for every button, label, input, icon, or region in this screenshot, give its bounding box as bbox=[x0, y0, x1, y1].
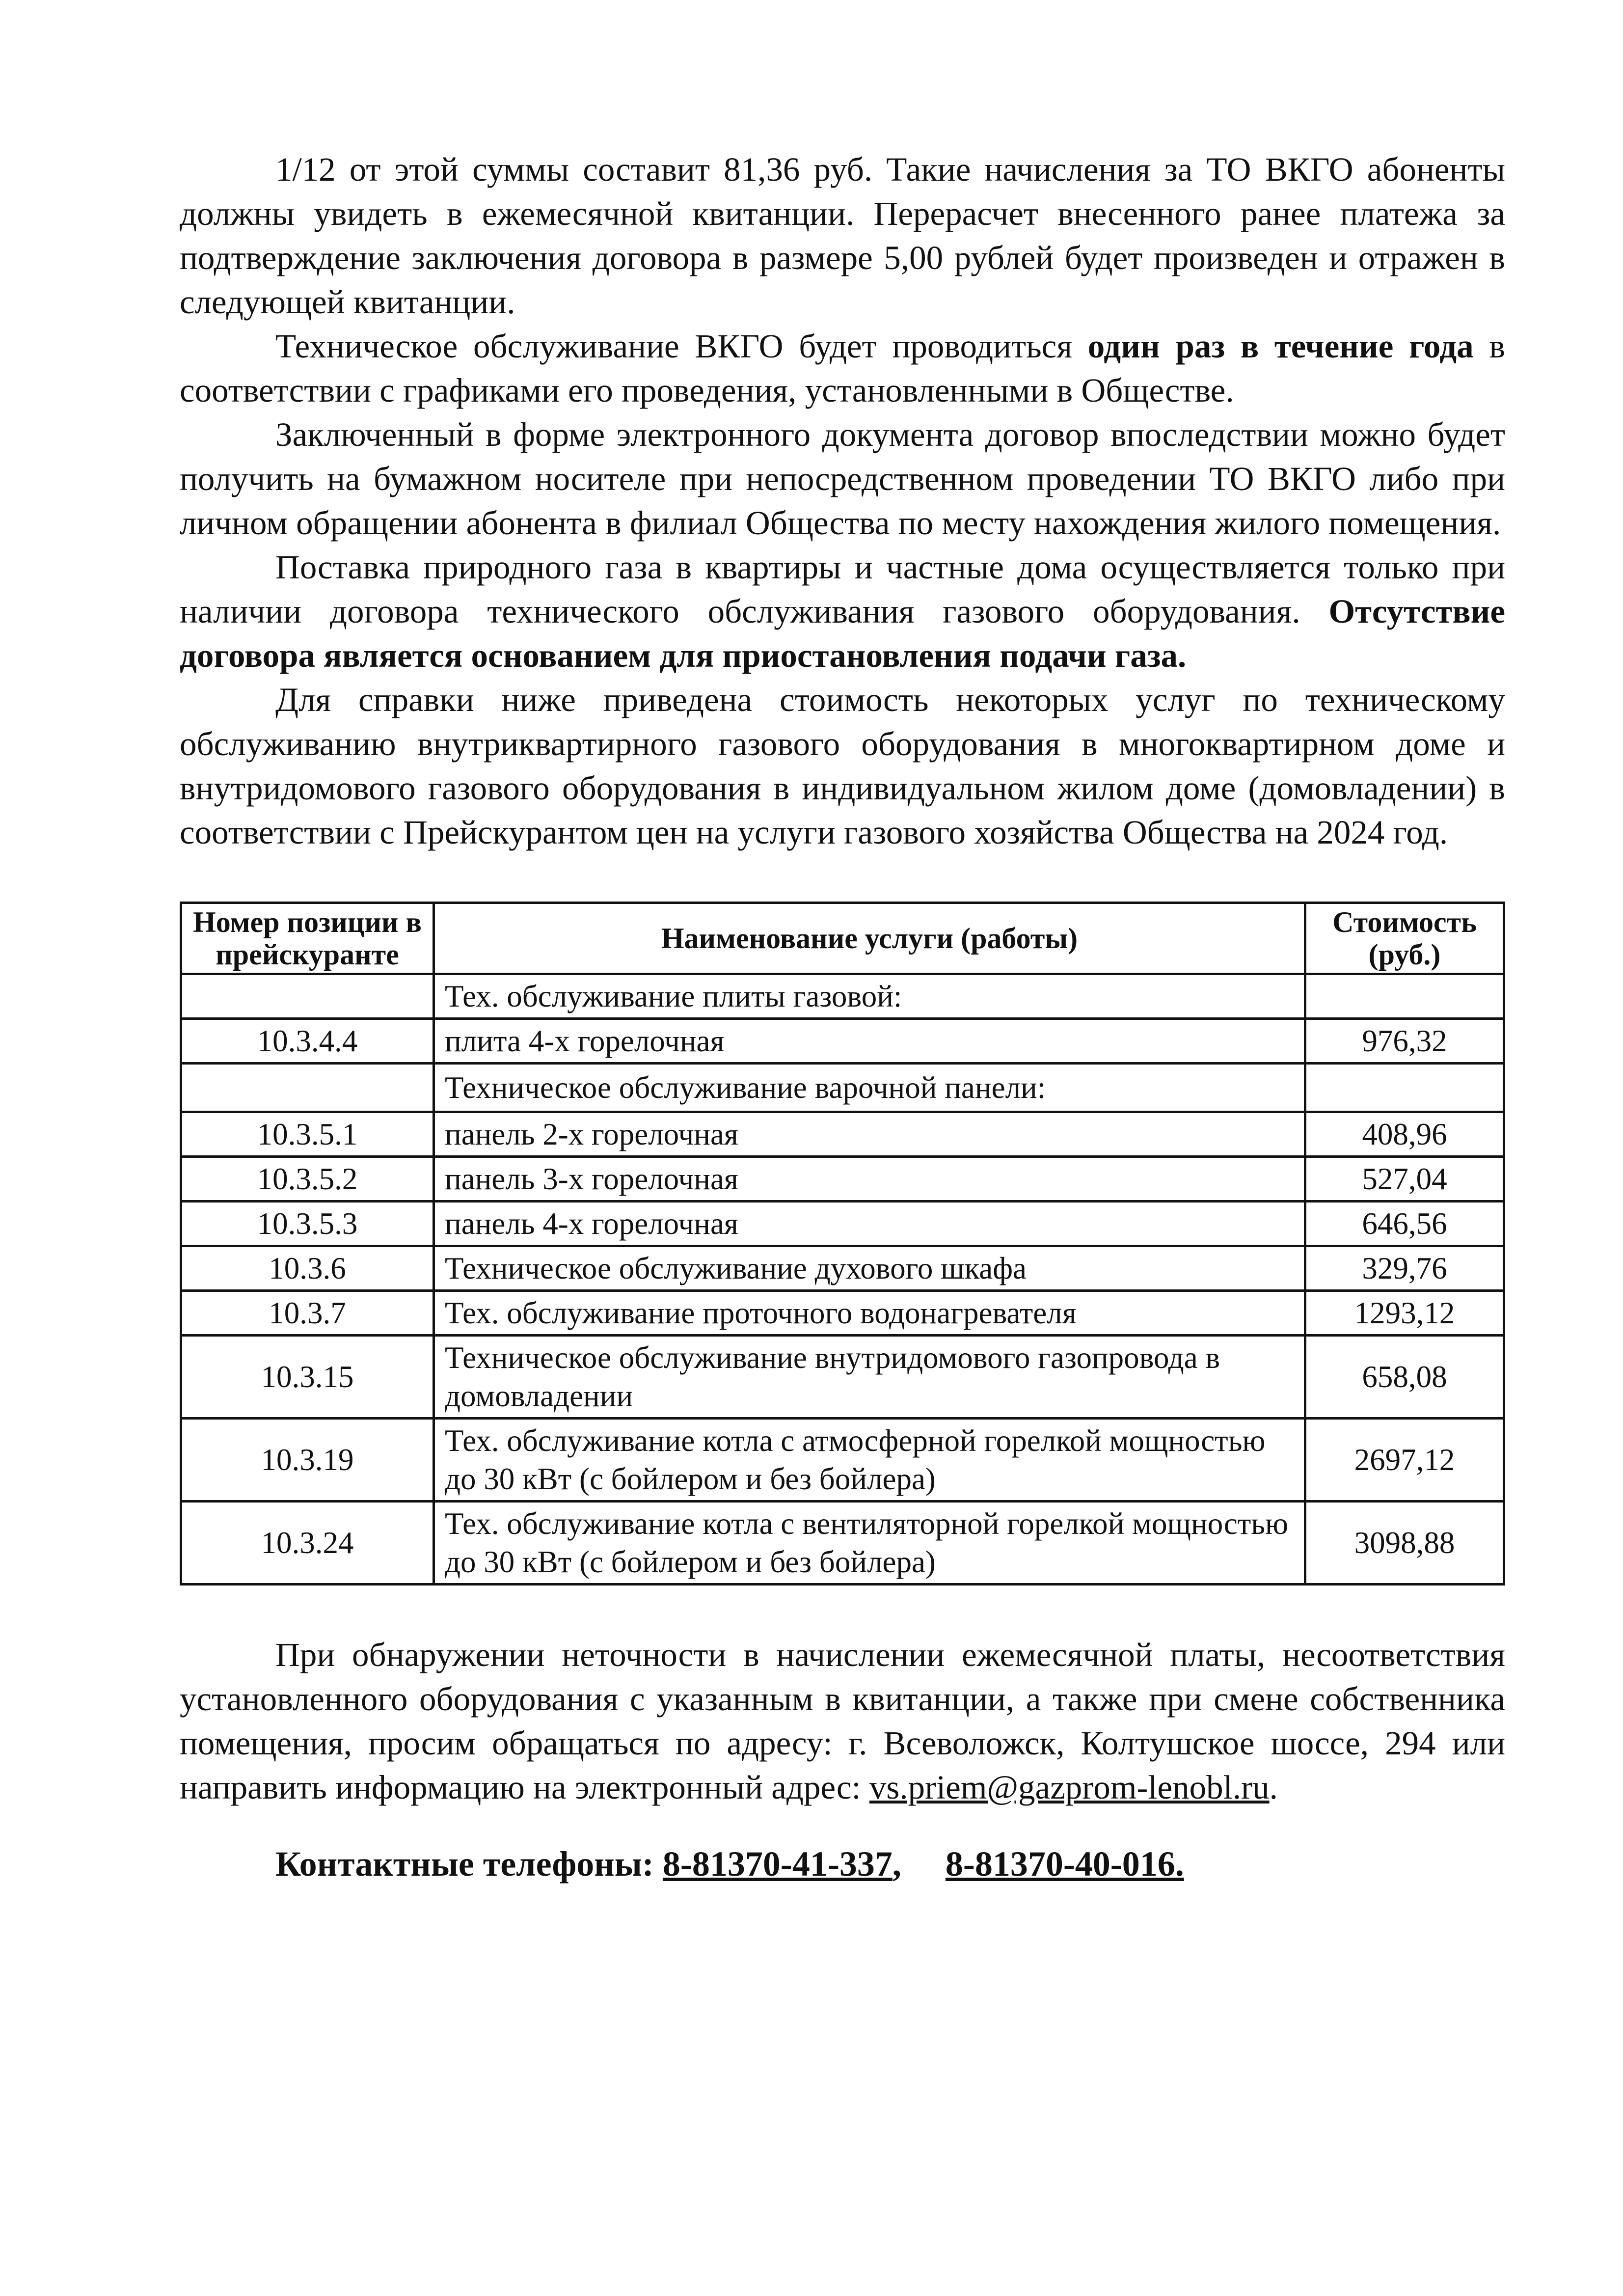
cell-name: Техническое обслуживание духового шкафа bbox=[434, 1246, 1305, 1291]
cell-code: 10.3.5.2 bbox=[181, 1157, 434, 1202]
cell-price: 3098,88 bbox=[1305, 1502, 1504, 1585]
cell-price bbox=[1305, 1064, 1504, 1112]
cell-code bbox=[181, 1064, 434, 1112]
cell-code: 10.3.5.3 bbox=[181, 1202, 434, 1246]
table-row bbox=[181, 1064, 1504, 1112]
cell-name: панель 4-х горелочная bbox=[434, 1202, 1305, 1246]
cell-name: панель 2-х горелочная bbox=[434, 1112, 1305, 1157]
cell-price: 658,08 bbox=[1305, 1336, 1504, 1419]
cell-name: Техническое обслуживание внутридомового газопровода в домовладении bbox=[434, 1336, 1305, 1419]
table-row bbox=[181, 1112, 1504, 1157]
email-link[interactable]: vs.priem@gazprom-lenobl.ru bbox=[869, 1769, 1270, 1806]
cell-name: Тех. обслуживание проточного водонагревателя bbox=[434, 1291, 1305, 1336]
cell-name: Тех. обслуживание котла с вентиляторной горелкой мощностью до 30 кВт (с бойлером и без бойлера) bbox=[434, 1502, 1305, 1585]
table-header-row bbox=[181, 903, 1504, 974]
table-row bbox=[181, 974, 1504, 1019]
punctuation: , bbox=[892, 1844, 901, 1884]
cell-code: 10.3.24 bbox=[181, 1502, 434, 1585]
cell-code: 10.3.15 bbox=[181, 1336, 434, 1419]
paragraph-text: в соответствии с графиками его проведения, установленными в Обществе. bbox=[180, 328, 1505, 409]
cell-code: 10.3.5.1 bbox=[181, 1112, 434, 1157]
cell-name: Тех. обслуживание плиты газовой: bbox=[434, 974, 1305, 1019]
header-position-number: Номер позиции в прейскуранте bbox=[181, 903, 434, 974]
cell-name: Тех. обслуживание котла с атмосферной горелкой мощностью до 30 кВт (с бойлером и без бойлера) bbox=[434, 1419, 1305, 1502]
price-table bbox=[180, 902, 1505, 1585]
cell-price: 2697,12 bbox=[1305, 1419, 1504, 1502]
table-row bbox=[181, 1157, 1504, 1202]
cell-name: панель 3-х горелочная bbox=[434, 1157, 1305, 1202]
cell-code: 10.3.4.4 bbox=[181, 1019, 434, 1064]
document-page bbox=[180, 147, 1505, 1886]
cell-price: 646,56 bbox=[1305, 1202, 1504, 1246]
cell-name: Техническое обслуживание варочной панели: bbox=[434, 1064, 1305, 1112]
table-row bbox=[181, 1291, 1504, 1336]
contact-phones bbox=[180, 1842, 1505, 1886]
table-row bbox=[181, 1336, 1504, 1419]
cell-price: 329,76 bbox=[1305, 1246, 1504, 1291]
emphasis-suspension-warning: Отсутствие договора является основанием для приостановления подачи газа. bbox=[180, 593, 1505, 674]
table-row bbox=[181, 1502, 1504, 1585]
paragraph-price-reference: Для справки ниже приведена стоимость некоторых услуг по техническому обслуживанию внутриквартирного газового оборудования в многоквартирном доме и внутридомового газового оборудования в индивидуальном жилом доме (домовладении) в соответствии с Прейскурантом цен на услуги газового хозяйства Общества на 2024 год. bbox=[180, 681, 1505, 851]
cell-code: 10.3.7 bbox=[181, 1291, 434, 1336]
cell-price: 527,04 bbox=[1305, 1157, 1504, 1202]
phone-link-2[interactable]: 8-81370-40-016 bbox=[945, 1844, 1175, 1884]
table-row bbox=[181, 1246, 1504, 1291]
paragraph-text: При обнаружении неточности в начислении ежемесячной платы, несоответствия установленного оборудования с указанным в квитанции, а также при смене собственника помещения, просим обращаться по адресу: г. Всеволожск, Колтушское шоссе, 294 или направить информацию на электронный адрес: bbox=[180, 1636, 1505, 1806]
cell-price bbox=[1305, 974, 1504, 1019]
cell-code bbox=[181, 974, 434, 1019]
paragraph-text: Техническое обслуживание ВКГО будет проводиться bbox=[275, 328, 1088, 365]
cell-price: 408,96 bbox=[1305, 1112, 1504, 1157]
paragraph-gas-supply bbox=[180, 545, 1505, 678]
paragraph-maintenance-schedule bbox=[180, 324, 1505, 412]
contact-phones-label: Контактные телефоны: bbox=[275, 1844, 663, 1884]
paragraph-contact-address bbox=[180, 1633, 1505, 1809]
cell-name: плита 4-х горелочная bbox=[434, 1019, 1305, 1064]
table-row bbox=[181, 1419, 1504, 1502]
punctuation: . bbox=[1175, 1844, 1184, 1884]
cell-price: 976,32 bbox=[1305, 1019, 1504, 1064]
paragraph-text: Поставка природного газа в квартиры и частные дома осуществляется только при наличии договора технического обслуживания газового оборудования. bbox=[180, 548, 1505, 630]
cell-code: 10.3.19 bbox=[181, 1419, 434, 1502]
cell-code: 10.3.6 bbox=[181, 1246, 434, 1291]
punctuation: . bbox=[1269, 1769, 1278, 1806]
header-service-name: Наименование услуги (работы) bbox=[434, 903, 1305, 974]
cell-price: 1293,12 bbox=[1305, 1291, 1504, 1336]
table-row bbox=[181, 1202, 1504, 1246]
table-row bbox=[181, 1019, 1504, 1064]
phone-link-1[interactable]: 8-81370-41-337 bbox=[662, 1844, 893, 1884]
emphasis-once-a-year: один раз в течение года bbox=[1087, 328, 1474, 365]
paragraph-contract-copy: Заключенный в форме электронного документа договор впоследствии можно будет получить на бумажном носителе при непосредственном проведении ТО ВКГО либо при личном обращении абонента в филиал Общества по месту нахождения жилого помещения. bbox=[180, 416, 1505, 542]
paragraph-charges: 1/12 от этой суммы составит 81,36 руб. Такие начисления за ТО ВКГО абоненты должны увидеть в ежемесячной квитанции. Перерасчет внесенного ранее платежа за подтверждение заключения договора в размере 5,00 рублей будет произведен и отражен в следующей квитанции. bbox=[180, 151, 1505, 321]
header-price: Стоимость (руб.) bbox=[1305, 903, 1504, 974]
